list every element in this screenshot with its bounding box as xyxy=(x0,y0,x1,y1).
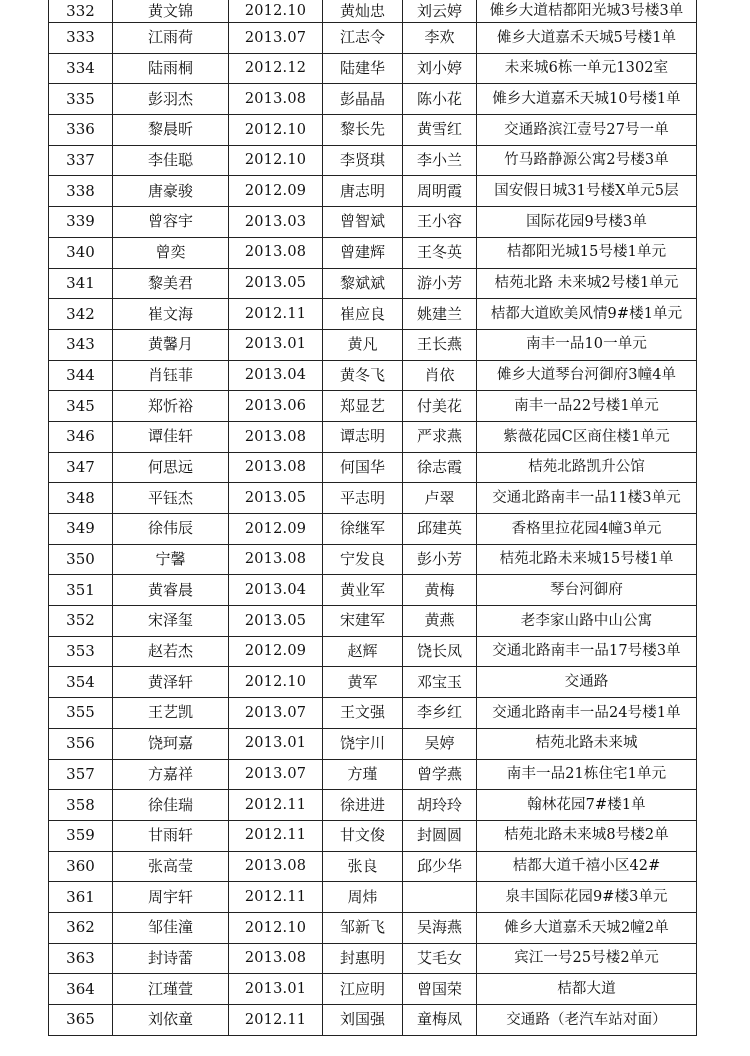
row-number-cell: 341 xyxy=(49,268,113,299)
father-name-cell: 陆建华 xyxy=(323,53,403,84)
birth-date-cell: 2013.05 xyxy=(229,606,323,637)
table-row xyxy=(49,452,697,483)
table-row xyxy=(49,329,697,360)
mother-name-cell: 王长燕 xyxy=(403,329,477,360)
student-name-cell: 甘雨轩 xyxy=(113,820,229,851)
table-row xyxy=(49,636,697,667)
address-cell: 国际花园9号楼3单 xyxy=(477,207,697,238)
student-name-cell: 黄睿晨 xyxy=(113,575,229,606)
mother-name-cell: 刘小婷 xyxy=(403,53,477,84)
address-cell: 南丰一品21栋住宅1单元 xyxy=(477,759,697,790)
table-row xyxy=(49,84,697,115)
row-number-cell: 355 xyxy=(49,698,113,729)
table-row xyxy=(49,790,697,821)
row-number-cell: 360 xyxy=(49,851,113,882)
birth-date-cell: 2012.11 xyxy=(229,1005,323,1036)
table-row xyxy=(49,851,697,882)
address-cell: 南丰一品22号楼1单元 xyxy=(477,391,697,422)
student-name-cell: 肖钰菲 xyxy=(113,360,229,391)
student-name-cell: 刘依童 xyxy=(113,1005,229,1036)
student-roster-table xyxy=(48,0,697,1036)
row-number-cell: 364 xyxy=(49,974,113,1005)
mother-name-cell: 付美花 xyxy=(403,391,477,422)
father-name-cell: 曾建辉 xyxy=(323,237,403,268)
row-number-cell: 351 xyxy=(49,575,113,606)
mother-name-cell: 卢翠 xyxy=(403,483,477,514)
row-number-cell: 363 xyxy=(49,943,113,974)
father-name-cell: 彭晶晶 xyxy=(323,84,403,115)
address-cell: 交通路滨江壹号27号一单 xyxy=(477,115,697,146)
row-number-cell: 342 xyxy=(49,299,113,330)
birth-date-cell: 2013.06 xyxy=(229,391,323,422)
row-number-cell: 335 xyxy=(49,84,113,115)
father-name-cell: 黄灿忠 xyxy=(323,0,403,23)
table-row xyxy=(49,299,697,330)
mother-name-cell: 李欢 xyxy=(403,23,477,54)
mother-name-cell: 严求燕 xyxy=(403,421,477,452)
birth-date-cell: 2012.10 xyxy=(229,115,323,146)
student-name-cell: 邹佳潼 xyxy=(113,912,229,943)
birth-date-cell: 2013.01 xyxy=(229,329,323,360)
address-cell: 交通路（老汽车站对面） xyxy=(477,1005,697,1036)
table-row xyxy=(49,115,697,146)
table-row xyxy=(49,943,697,974)
mother-name-cell: 黄雪红 xyxy=(403,115,477,146)
roster-sheet xyxy=(48,0,696,1036)
birth-date-cell: 2013.03 xyxy=(229,207,323,238)
birth-date-cell: 2013.07 xyxy=(229,759,323,790)
birth-date-cell: 2012.10 xyxy=(229,667,323,698)
birth-date-cell: 2013.08 xyxy=(229,237,323,268)
row-number-cell: 362 xyxy=(49,912,113,943)
father-name-cell: 徐继军 xyxy=(323,514,403,545)
row-number-cell: 345 xyxy=(49,391,113,422)
address-cell: 国安假日城31号楼X单元5层 xyxy=(477,176,697,207)
row-number-cell: 350 xyxy=(49,544,113,575)
birth-date-cell: 2012.09 xyxy=(229,176,323,207)
student-name-cell: 平钰杰 xyxy=(113,483,229,514)
address-cell: 交通北路南丰一品11楼3单元 xyxy=(477,483,697,514)
row-number-cell: 347 xyxy=(49,452,113,483)
address-cell: 傩乡大道琴台河御府3幢4单 xyxy=(477,360,697,391)
birth-date-cell: 2013.07 xyxy=(229,23,323,54)
table-row xyxy=(49,207,697,238)
table-row xyxy=(49,391,697,422)
father-name-cell: 甘文俊 xyxy=(323,820,403,851)
birth-date-cell: 2012.09 xyxy=(229,514,323,545)
student-name-cell: 黄馨月 xyxy=(113,329,229,360)
student-name-cell: 江瑾萱 xyxy=(113,974,229,1005)
birth-date-cell: 2013.04 xyxy=(229,360,323,391)
birth-date-cell: 2012.10 xyxy=(229,912,323,943)
address-cell: 傩乡大道嘉禾天城10号楼1单 xyxy=(477,84,697,115)
father-name-cell: 张良 xyxy=(323,851,403,882)
address-cell: 泉丰国际花园9#楼3单元 xyxy=(477,882,697,913)
row-number-cell: 338 xyxy=(49,176,113,207)
student-name-cell: 宁馨 xyxy=(113,544,229,575)
birth-date-cell: 2012.09 xyxy=(229,636,323,667)
address-cell: 桔都大道欧美风情9#楼1单元 xyxy=(477,299,697,330)
row-number-cell: 336 xyxy=(49,115,113,146)
student-name-cell: 徐伟辰 xyxy=(113,514,229,545)
student-name-cell: 黄文锦 xyxy=(113,0,229,23)
address-cell: 桔都阳光城15号楼1单元 xyxy=(477,237,697,268)
table-row xyxy=(49,237,697,268)
father-name-cell: 黎斌斌 xyxy=(323,268,403,299)
table-row xyxy=(49,0,697,23)
birth-date-cell: 2013.07 xyxy=(229,698,323,729)
row-number-cell: 339 xyxy=(49,207,113,238)
table-row xyxy=(49,145,697,176)
mother-name-cell: 曾国荣 xyxy=(403,974,477,1005)
birth-date-cell: 2013.05 xyxy=(229,268,323,299)
table-row xyxy=(49,698,697,729)
father-name-cell: 宋建军 xyxy=(323,606,403,637)
mother-name-cell: 饶长凤 xyxy=(403,636,477,667)
mother-name-cell: 邱建英 xyxy=(403,514,477,545)
student-name-cell: 黎晨昕 xyxy=(113,115,229,146)
address-cell: 桔苑北路未来城15号楼1单 xyxy=(477,544,697,575)
birth-date-cell: 2013.08 xyxy=(229,544,323,575)
address-cell: 交通北路南丰一品24号楼1单 xyxy=(477,698,697,729)
address-cell: 未来城6栋一单元1302室 xyxy=(477,53,697,84)
student-name-cell: 唐豪骏 xyxy=(113,176,229,207)
row-number-cell: 333 xyxy=(49,23,113,54)
father-name-cell: 何国华 xyxy=(323,452,403,483)
student-name-cell: 郑忻裕 xyxy=(113,391,229,422)
row-number-cell: 353 xyxy=(49,636,113,667)
mother-name-cell: 彭小芳 xyxy=(403,544,477,575)
table-row xyxy=(49,544,697,575)
student-name-cell: 黄泽轩 xyxy=(113,667,229,698)
row-number-cell: 354 xyxy=(49,667,113,698)
student-name-cell: 曾奕 xyxy=(113,237,229,268)
table-row xyxy=(49,483,697,514)
mother-name-cell: 邱少华 xyxy=(403,851,477,882)
row-number-cell: 344 xyxy=(49,360,113,391)
father-name-cell: 平志明 xyxy=(323,483,403,514)
table-row xyxy=(49,176,697,207)
table-row xyxy=(49,1005,697,1036)
birth-date-cell: 2013.08 xyxy=(229,851,323,882)
mother-name-cell: 陈小花 xyxy=(403,84,477,115)
row-number-cell: 343 xyxy=(49,329,113,360)
mother-name-cell: 艾毛女 xyxy=(403,943,477,974)
father-name-cell: 徐进进 xyxy=(323,790,403,821)
table-row xyxy=(49,53,697,84)
address-cell: 南丰一品10一单元 xyxy=(477,329,697,360)
table-row xyxy=(49,912,697,943)
student-name-cell: 何思远 xyxy=(113,452,229,483)
father-name-cell: 谭志明 xyxy=(323,421,403,452)
table-row xyxy=(49,882,697,913)
birth-date-cell: 2012.11 xyxy=(229,882,323,913)
birth-date-cell: 2013.08 xyxy=(229,452,323,483)
father-name-cell: 唐志明 xyxy=(323,176,403,207)
mother-name-cell: 王小容 xyxy=(403,207,477,238)
address-cell: 紫薇花园C区商住楼1单元 xyxy=(477,421,697,452)
table-row xyxy=(49,575,697,606)
table-row xyxy=(49,728,697,759)
student-name-cell: 曾容宇 xyxy=(113,207,229,238)
father-name-cell: 邹新飞 xyxy=(323,912,403,943)
father-name-cell: 李贤琪 xyxy=(323,145,403,176)
father-name-cell: 饶宇川 xyxy=(323,728,403,759)
birth-date-cell: 2013.01 xyxy=(229,974,323,1005)
birth-date-cell: 2012.11 xyxy=(229,299,323,330)
address-cell: 桔苑北路未来城 xyxy=(477,728,697,759)
mother-name-cell: 游小芳 xyxy=(403,268,477,299)
father-name-cell: 曾智斌 xyxy=(323,207,403,238)
birth-date-cell: 2012.11 xyxy=(229,790,323,821)
birth-date-cell: 2012.11 xyxy=(229,820,323,851)
row-number-cell: 356 xyxy=(49,728,113,759)
student-name-cell: 方嘉祥 xyxy=(113,759,229,790)
table-row xyxy=(49,268,697,299)
table-row xyxy=(49,759,697,790)
address-cell: 桔苑北路凯升公馆 xyxy=(477,452,697,483)
student-name-cell: 宋泽玺 xyxy=(113,606,229,637)
student-name-cell: 张高莹 xyxy=(113,851,229,882)
father-name-cell: 刘国强 xyxy=(323,1005,403,1036)
mother-name-cell: 姚建兰 xyxy=(403,299,477,330)
row-number-cell: 348 xyxy=(49,483,113,514)
table-row xyxy=(49,23,697,54)
student-name-cell: 赵若杰 xyxy=(113,636,229,667)
row-number-cell: 340 xyxy=(49,237,113,268)
student-name-cell: 李佳聪 xyxy=(113,145,229,176)
table-row xyxy=(49,606,697,637)
father-name-cell: 黄军 xyxy=(323,667,403,698)
row-number-cell: 359 xyxy=(49,820,113,851)
address-cell: 交通北路南丰一品17号楼3单 xyxy=(477,636,697,667)
father-name-cell: 周炜 xyxy=(323,882,403,913)
address-cell: 老李家山路中山公寓 xyxy=(477,606,697,637)
student-name-cell: 黎美君 xyxy=(113,268,229,299)
address-cell: 桔都大道千禧小区42# xyxy=(477,851,697,882)
table-row xyxy=(49,514,697,545)
table-row xyxy=(49,421,697,452)
birth-date-cell: 2013.01 xyxy=(229,728,323,759)
mother-name-cell: 曾学燕 xyxy=(403,759,477,790)
birth-date-cell: 2013.08 xyxy=(229,421,323,452)
mother-name-cell: 李小兰 xyxy=(403,145,477,176)
mother-name-cell: 徐志霞 xyxy=(403,452,477,483)
mother-name-cell: 吴婷 xyxy=(403,728,477,759)
address-cell: 香格里拉花园4幢3单元 xyxy=(477,514,697,545)
row-number-cell: 357 xyxy=(49,759,113,790)
address-cell: 傩乡大道嘉禾天城5号楼1单 xyxy=(477,23,697,54)
row-number-cell: 361 xyxy=(49,882,113,913)
student-name-cell: 江雨荷 xyxy=(113,23,229,54)
father-name-cell: 黄凡 xyxy=(323,329,403,360)
birth-date-cell: 2012.12 xyxy=(229,53,323,84)
mother-name-cell: 黄梅 xyxy=(403,575,477,606)
birth-date-cell: 2013.08 xyxy=(229,943,323,974)
student-name-cell: 徐佳瑞 xyxy=(113,790,229,821)
row-number-cell: 337 xyxy=(49,145,113,176)
father-name-cell: 郑显艺 xyxy=(323,391,403,422)
row-number-cell: 346 xyxy=(49,421,113,452)
table-row xyxy=(49,667,697,698)
mother-name-cell: 王冬英 xyxy=(403,237,477,268)
birth-date-cell: 2013.04 xyxy=(229,575,323,606)
mother-name-cell: 黄燕 xyxy=(403,606,477,637)
mother-name-cell: 邓宝玉 xyxy=(403,667,477,698)
address-cell: 竹马路静源公寓2号楼3单 xyxy=(477,145,697,176)
mother-name-cell: 刘云婷 xyxy=(403,0,477,23)
student-name-cell: 王艺凯 xyxy=(113,698,229,729)
mother-name-cell: 吴海燕 xyxy=(403,912,477,943)
mother-name-cell xyxy=(403,882,477,913)
address-cell: 琴台河御府 xyxy=(477,575,697,606)
father-name-cell: 江志令 xyxy=(323,23,403,54)
father-name-cell: 黄业军 xyxy=(323,575,403,606)
birth-date-cell: 2012.10 xyxy=(229,0,323,23)
birth-date-cell: 2013.08 xyxy=(229,84,323,115)
table-row xyxy=(49,360,697,391)
address-cell: 傩乡大道嘉禾天城2幢2单 xyxy=(477,912,697,943)
birth-date-cell: 2012.10 xyxy=(229,145,323,176)
row-number-cell: 349 xyxy=(49,514,113,545)
student-name-cell: 陆雨桐 xyxy=(113,53,229,84)
student-name-cell: 饶珂嘉 xyxy=(113,728,229,759)
table-row xyxy=(49,974,697,1005)
address-cell: 宾江一号25号楼2单元 xyxy=(477,943,697,974)
student-name-cell: 周宇轩 xyxy=(113,882,229,913)
father-name-cell: 方瑾 xyxy=(323,759,403,790)
address-cell: 桔苑北路未来城8号楼2单 xyxy=(477,820,697,851)
roster-body xyxy=(49,0,697,1035)
address-cell: 交通路 xyxy=(477,667,697,698)
address-cell: 桔苑北路 未来城2号楼1单元 xyxy=(477,268,697,299)
row-number-cell: 365 xyxy=(49,1005,113,1036)
mother-name-cell: 封圆圆 xyxy=(403,820,477,851)
mother-name-cell: 童梅凤 xyxy=(403,1005,477,1036)
father-name-cell: 赵辉 xyxy=(323,636,403,667)
row-number-cell: 358 xyxy=(49,790,113,821)
address-cell: 傩乡大道桔都阳光城3号楼3单 xyxy=(477,0,697,23)
address-cell: 翰林花园7#楼1单 xyxy=(477,790,697,821)
row-number-cell: 334 xyxy=(49,53,113,84)
father-name-cell: 崔应良 xyxy=(323,299,403,330)
father-name-cell: 江应明 xyxy=(323,974,403,1005)
father-name-cell: 王文强 xyxy=(323,698,403,729)
mother-name-cell: 周明霞 xyxy=(403,176,477,207)
birth-date-cell: 2013.05 xyxy=(229,483,323,514)
student-name-cell: 崔文海 xyxy=(113,299,229,330)
student-name-cell: 彭羽杰 xyxy=(113,84,229,115)
father-name-cell: 封惠明 xyxy=(323,943,403,974)
row-number-cell: 352 xyxy=(49,606,113,637)
father-name-cell: 黎长先 xyxy=(323,115,403,146)
mother-name-cell: 李乡红 xyxy=(403,698,477,729)
mother-name-cell: 胡玲玲 xyxy=(403,790,477,821)
address-cell: 桔都大道 xyxy=(477,974,697,1005)
table-row xyxy=(49,820,697,851)
row-number-cell: 332 xyxy=(49,0,113,23)
father-name-cell: 黄冬飞 xyxy=(323,360,403,391)
student-name-cell: 谭佳轩 xyxy=(113,421,229,452)
father-name-cell: 宁发良 xyxy=(323,544,403,575)
student-name-cell: 封诗蕾 xyxy=(113,943,229,974)
mother-name-cell: 肖依 xyxy=(403,360,477,391)
